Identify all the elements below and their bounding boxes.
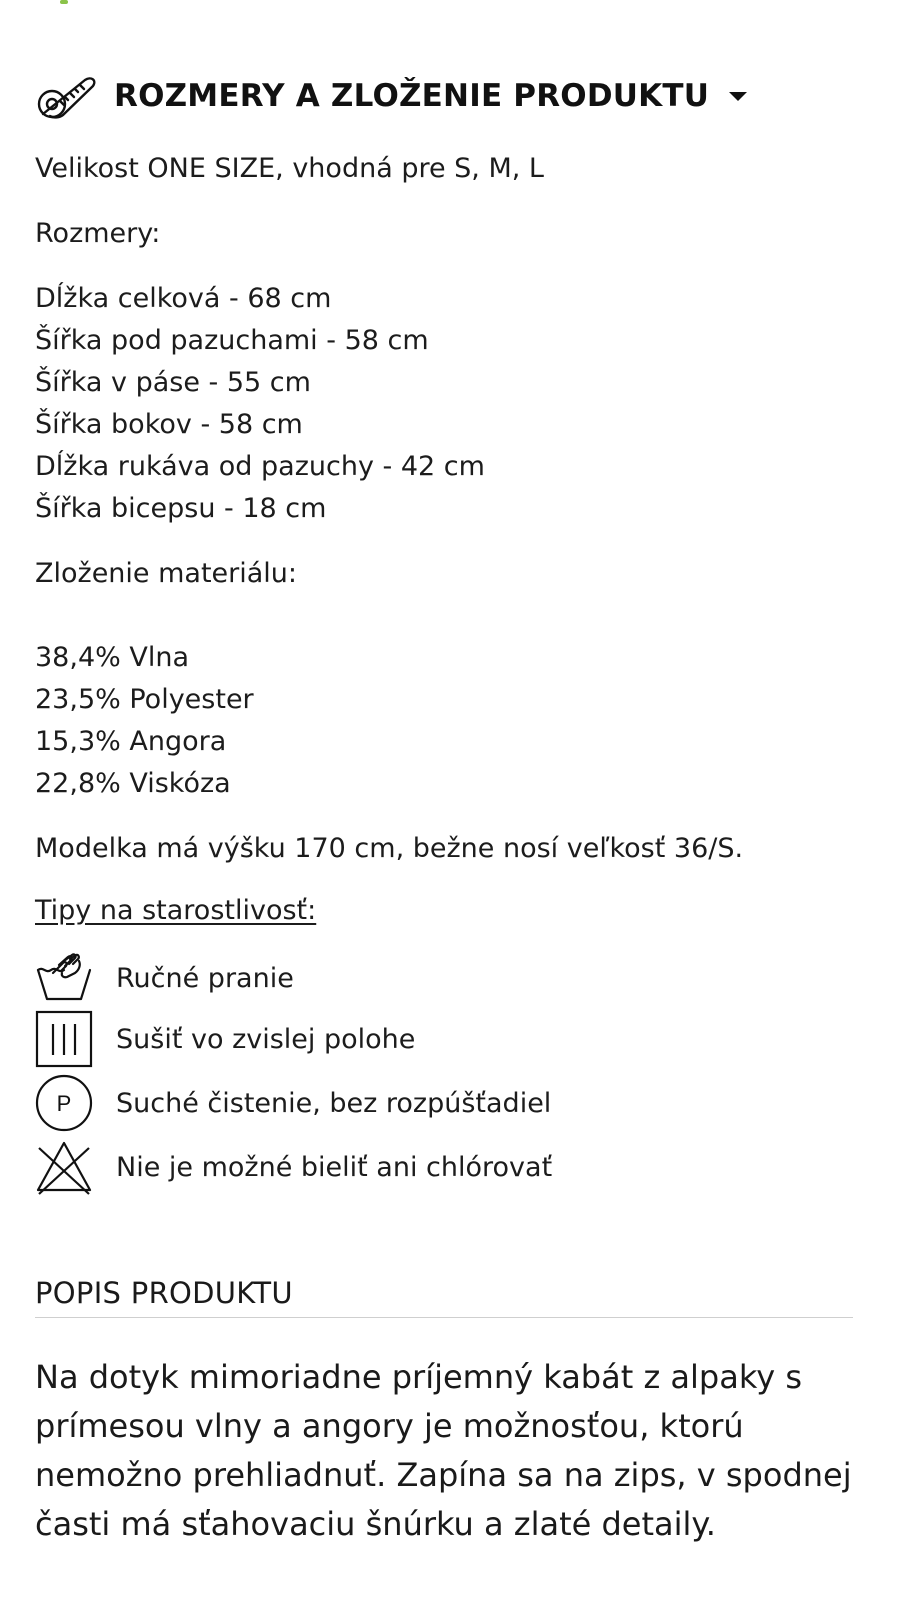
care-item-no-bleach bbox=[35, 1137, 552, 1197]
dimensions-accordion-header[interactable] bbox=[35, 68, 747, 124]
measurement-item: Šířka pod pazuchami - 58 cm bbox=[35, 325, 429, 356]
measurement-item: Šířka bicepsu - 18 cm bbox=[35, 493, 327, 524]
accent-sliver bbox=[60, 0, 68, 4]
composition-label: Zloženie materiálu: bbox=[35, 558, 298, 589]
description-title: POPIS PRODUKTU bbox=[35, 1276, 293, 1310]
no-bleach-icon bbox=[35, 1138, 93, 1196]
measurement-item: Dĺžka celková - 68 cm bbox=[35, 283, 332, 314]
care-item-label: Ručné pranie bbox=[116, 962, 294, 994]
composition-item: 23,5% Polyester bbox=[35, 684, 254, 715]
model-note: Modelka má výšku 170 cm, bežne nosí veľkosť 36/S. bbox=[35, 833, 744, 864]
composition-item: 38,4% Vlna bbox=[35, 642, 189, 673]
measurement-item: Šířka v páse - 55 cm bbox=[35, 367, 311, 398]
measurement-item: Dĺžka rukáva od pazuchy - 42 cm bbox=[35, 451, 485, 482]
measurements-label: Rozmery: bbox=[35, 218, 161, 249]
hand-wash-icon bbox=[35, 949, 93, 1007]
care-item-label: Sušiť vo zvislej polohe bbox=[116, 1023, 416, 1055]
measurement-item: Šířka bokov - 58 cm bbox=[35, 409, 303, 440]
dry-clean-p-icon bbox=[35, 1074, 93, 1132]
care-item-label: Suché čistenie, bez rozpúšťadiel bbox=[116, 1087, 552, 1119]
care-item-drip-dry bbox=[35, 1009, 415, 1069]
drip-dry-icon bbox=[35, 1010, 93, 1068]
composition-item: 15,3% Angora bbox=[35, 726, 227, 757]
composition-item: 22,8% Viskóza bbox=[35, 768, 231, 799]
measuring-tape-icon bbox=[35, 68, 99, 124]
caret-down-icon[interactable] bbox=[729, 92, 747, 101]
care-item-dry-clean bbox=[35, 1073, 551, 1133]
care-item-label: Nie je možné bieliť ani chlórovať bbox=[116, 1151, 553, 1183]
section-divider bbox=[35, 1317, 853, 1318]
description-body: Na dotyk mimoriadne príjemný kabát z alpaky s prímesou vlny a angory je možnosťou, ktorú nemožno prehliadnuť. Zapína sa na zips, v spodnej časti má sťahovaciu šnúrku a zlaté detaily. bbox=[35, 1358, 852, 1543]
dry-clean-letter: P bbox=[56, 1091, 72, 1116]
care-tips-title: Tipy na starostlivosť: bbox=[35, 895, 317, 926]
size-line: Velikost ONE SIZE, vhodná pre S, M, L bbox=[35, 153, 544, 184]
care-item-hand-wash bbox=[35, 948, 294, 1008]
dimensions-title: ROZMERY A ZLOŽENIE PRODUKTU bbox=[114, 78, 710, 114]
